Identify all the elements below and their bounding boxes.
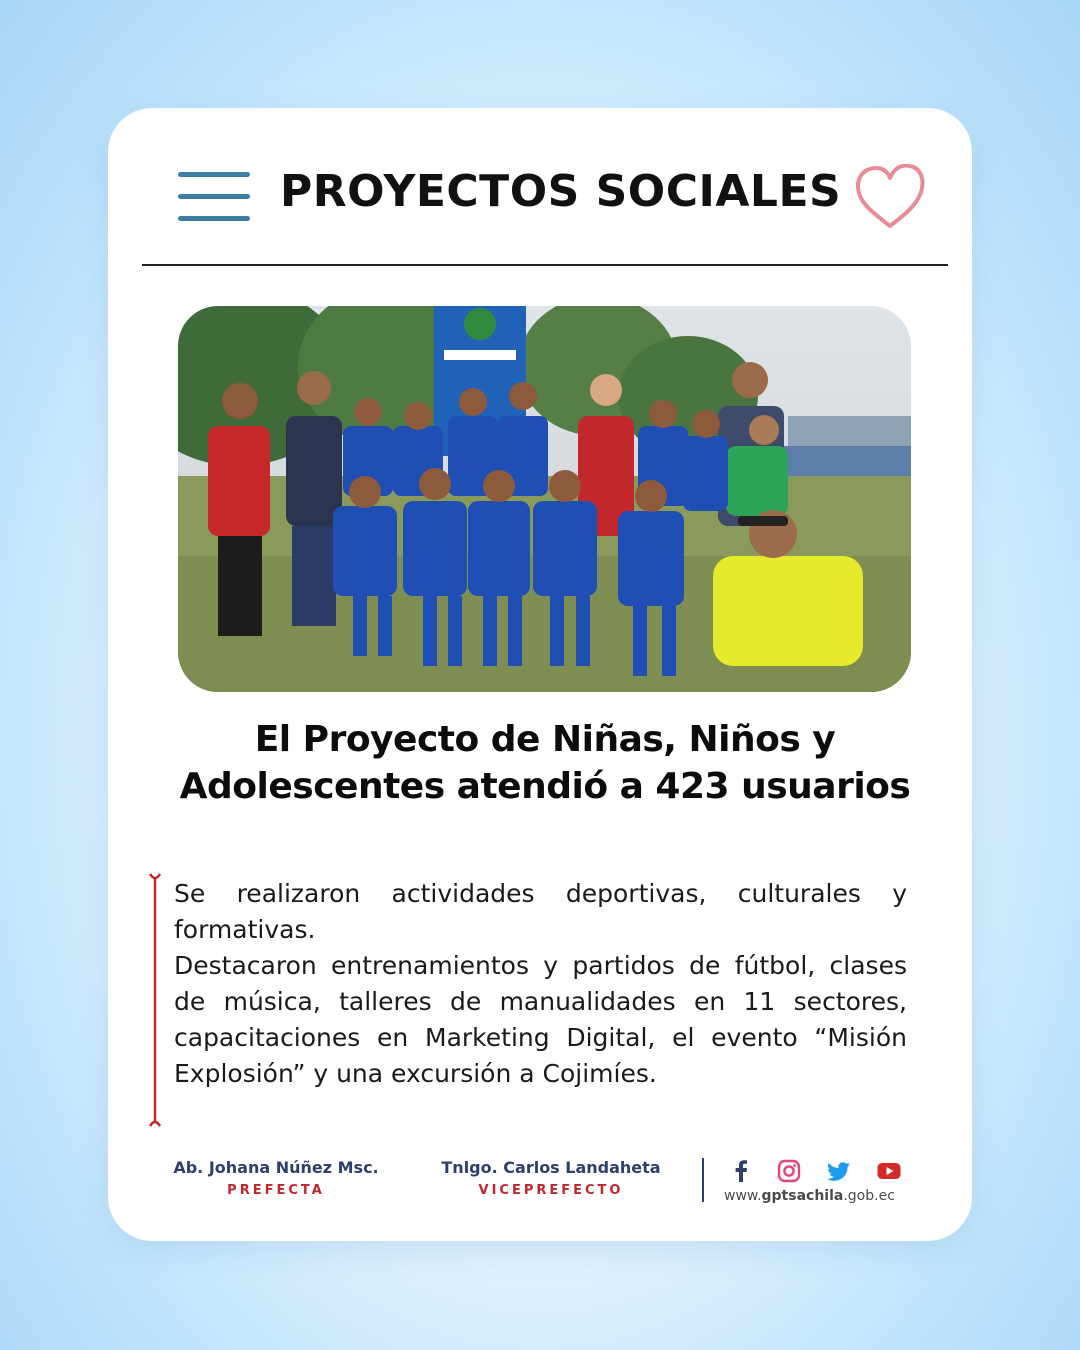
person-role: PREFECTA — [227, 1183, 325, 1198]
website-domain: gptsachila — [761, 1188, 844, 1204]
post-card — [108, 108, 972, 1241]
text-accent-bar — [148, 872, 162, 1128]
page-title: PROYECTOS SOCIALES — [280, 166, 842, 217]
website-link[interactable] — [724, 1188, 895, 1204]
facebook-icon[interactable] — [728, 1158, 754, 1184]
header — [108, 108, 972, 268]
menu-icon[interactable] — [178, 172, 250, 222]
signature-viceprefecto — [436, 1158, 666, 1198]
signature-prefecta — [166, 1158, 386, 1198]
event-photo — [178, 306, 911, 692]
social-links — [728, 1158, 928, 1184]
header-divider — [142, 264, 948, 266]
footer-divider — [702, 1158, 704, 1202]
website-prefix: www. — [724, 1188, 762, 1204]
heart-icon — [854, 164, 926, 232]
footer — [108, 1148, 972, 1218]
twitter-icon[interactable] — [826, 1158, 852, 1184]
youtube-icon[interactable] — [876, 1158, 902, 1184]
person-name: Ab. Johana Núñez Msc. — [173, 1158, 379, 1177]
article-body — [174, 876, 907, 1092]
article-paragraph: Se realizaron actividades deportivas, culturales y formativas. — [174, 879, 907, 944]
article-headline: El Proyecto de Niñas, Niños y Adolescentes atendió a 423 usuarios — [179, 719, 911, 807]
group-photo — [178, 306, 911, 692]
instagram-icon[interactable] — [776, 1158, 802, 1184]
person-role: VICEPREFECTO — [478, 1183, 624, 1198]
website-suffix: .gob.ec — [843, 1188, 895, 1204]
article-paragraph: Destacaron entrenamientos y partidos de fútbol, clases de música, talleres de manualidades en 11 sectores, capacitaciones en Marketing Digital, el evento “Misión Explosión” y una excursión a Cojimíes. — [174, 951, 907, 1088]
person-name: Tnlgo. Carlos Landaheta — [441, 1158, 661, 1177]
